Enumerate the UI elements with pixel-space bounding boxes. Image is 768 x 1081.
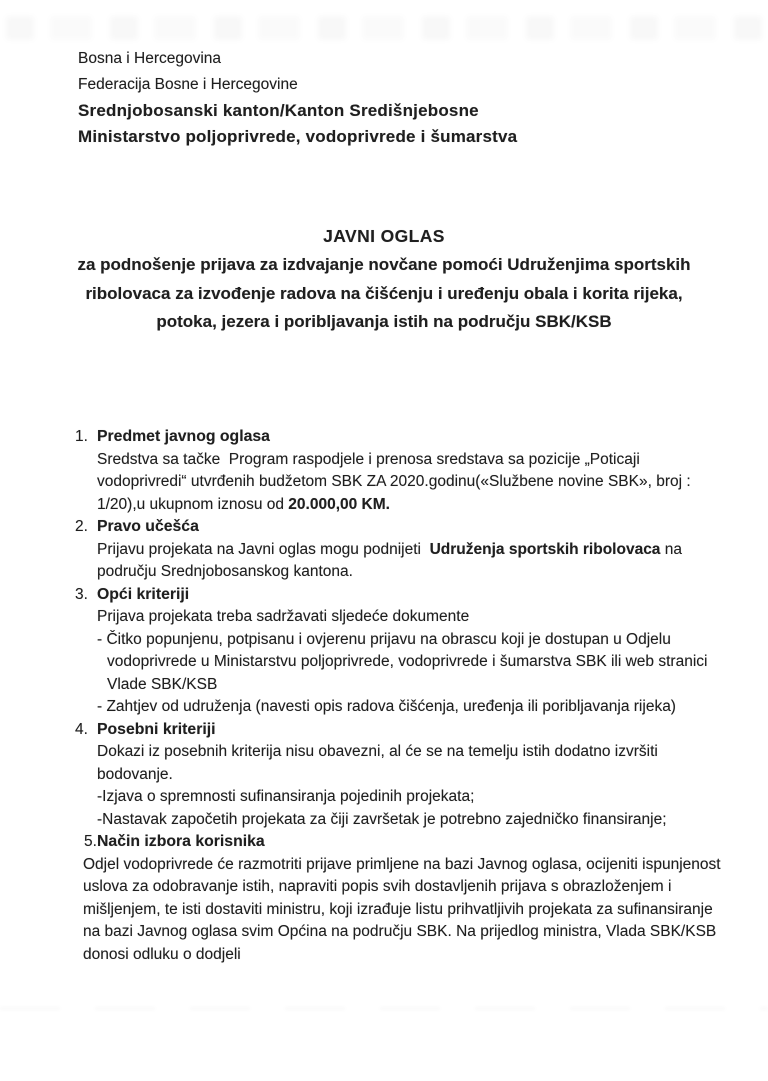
section-2 xyxy=(75,516,712,584)
paragraph xyxy=(97,606,712,629)
document-subtitle: za podnošenje prijava za izdvajanje novčane pomoći Udruženjima sportskih ribolovaca za izvođenje radova na čišćenju i uređenju obala i korita rijeka, potoka, jezera i poribljavanja istih na području SBK/KSB xyxy=(77,255,691,332)
text-segment: 20.000,00 KM. xyxy=(288,495,390,513)
paragraph xyxy=(97,449,712,517)
text-segment: na području Srednjobosanskog kantona. xyxy=(97,540,687,580)
section-content xyxy=(97,584,712,719)
section-5 xyxy=(75,831,725,966)
header-line-country: Bosna i Hercegovina xyxy=(78,50,222,67)
paragraph xyxy=(97,629,712,697)
section-1 xyxy=(75,426,712,516)
header-line-canton: Srednjobosanski kanton/Kanton Središnjebosne xyxy=(78,101,479,120)
section-4 xyxy=(75,719,712,832)
paragraph xyxy=(83,854,724,967)
text-segment: Sredstva sa tačke Program raspodjele i prenosa sredstava sa pozicije „Poticaji vodoprivredi“ utvrđenih budžetom SBK ZA 2020.godinu(«Službene novine SBK», broj : 1/20),u ukupnom iznosu od xyxy=(97,450,695,513)
text-segment: Dokazi iz posebnih kriterija nisu obavezni, al će se na temelju istih dodatno izvršiti bodovanje. xyxy=(97,743,663,783)
text-segment: Prijavu projekata na Javni oglas mogu podnijeti xyxy=(97,540,430,558)
header-line-federation: Federacija Bosne i Hercegovine xyxy=(78,76,298,93)
paragraph xyxy=(97,539,712,584)
text-segment: - Čitko popunjenu, potpisanu i ovjerenu prijavu na obrascu koji je dostupan u Odjelu vodoprivrede u Ministarstvu poljoprivrede, vodoprivrede i šumarstva SBK ili web stranici Vlade SBK/KSB xyxy=(97,630,712,693)
paragraph xyxy=(97,809,712,832)
section-3 xyxy=(75,584,712,719)
section-number: 5. xyxy=(84,833,97,850)
paragraph xyxy=(97,741,712,786)
text-segment: Prijava projekata treba sadržavati sljedeće dokumente xyxy=(97,608,470,625)
title-block xyxy=(68,222,700,337)
section-number: 4. xyxy=(75,720,88,738)
section-title: Opći kriteriji xyxy=(97,585,190,603)
paragraph xyxy=(97,696,712,719)
text-segment: Odjel vodoprivrede će razmotriti prijave primljene na bazi Javnog oglasa, ocijeniti ispunjenost uslova za odobravanje istih, napraviti popis svih dostavljenih prijava s obrazloženjem i mišljenjem, te isti dostaviti ministru, koji izrađuje listu prihvatljivih projekata za sufinansiranje na bazi Javnog oglasa svim Općina na području SBK. Na prijedlog ministra, Vlada SBK/KSB donosi odluku o dodjeli xyxy=(83,855,725,963)
text-segment: -Izjava o spremnosti sufinansiranja pojedinih projekata; xyxy=(97,788,475,805)
section-content xyxy=(97,516,712,584)
document-header xyxy=(78,46,517,150)
section-number: 1. xyxy=(75,428,88,445)
sections xyxy=(75,426,725,966)
text-segment: -Nastavak započetih projekata za čiji završetak je potrebno zajedničko finansiranje; xyxy=(97,810,667,828)
section-content xyxy=(97,719,712,832)
text-segment: - Zahtjev od udruženja (navesti opis radova čišćenja, uređenja ili poribljavanja rijeka) xyxy=(97,698,676,715)
section-number: 3. xyxy=(75,585,88,603)
header-line-ministry: Ministarstvo poljoprivrede, vodoprivrede i šumarstva xyxy=(78,127,518,146)
document-title: JAVNI OGLAS xyxy=(323,226,445,246)
scan-artifact-top xyxy=(6,16,762,40)
paragraph xyxy=(97,786,712,809)
section-title: Pravo učešća xyxy=(97,518,199,535)
text-segment: Udruženja sportskih ribolovaca xyxy=(429,540,661,558)
section-title: Način izbora korisnika xyxy=(97,833,265,850)
section-title: Posebni kriteriji xyxy=(97,720,216,738)
section-content xyxy=(83,831,725,966)
section-title: Predmet javnog oglasa xyxy=(97,428,270,445)
scan-artifact-bottom xyxy=(0,1007,768,1010)
section-content xyxy=(97,426,712,516)
section-number: 2. xyxy=(75,518,88,535)
